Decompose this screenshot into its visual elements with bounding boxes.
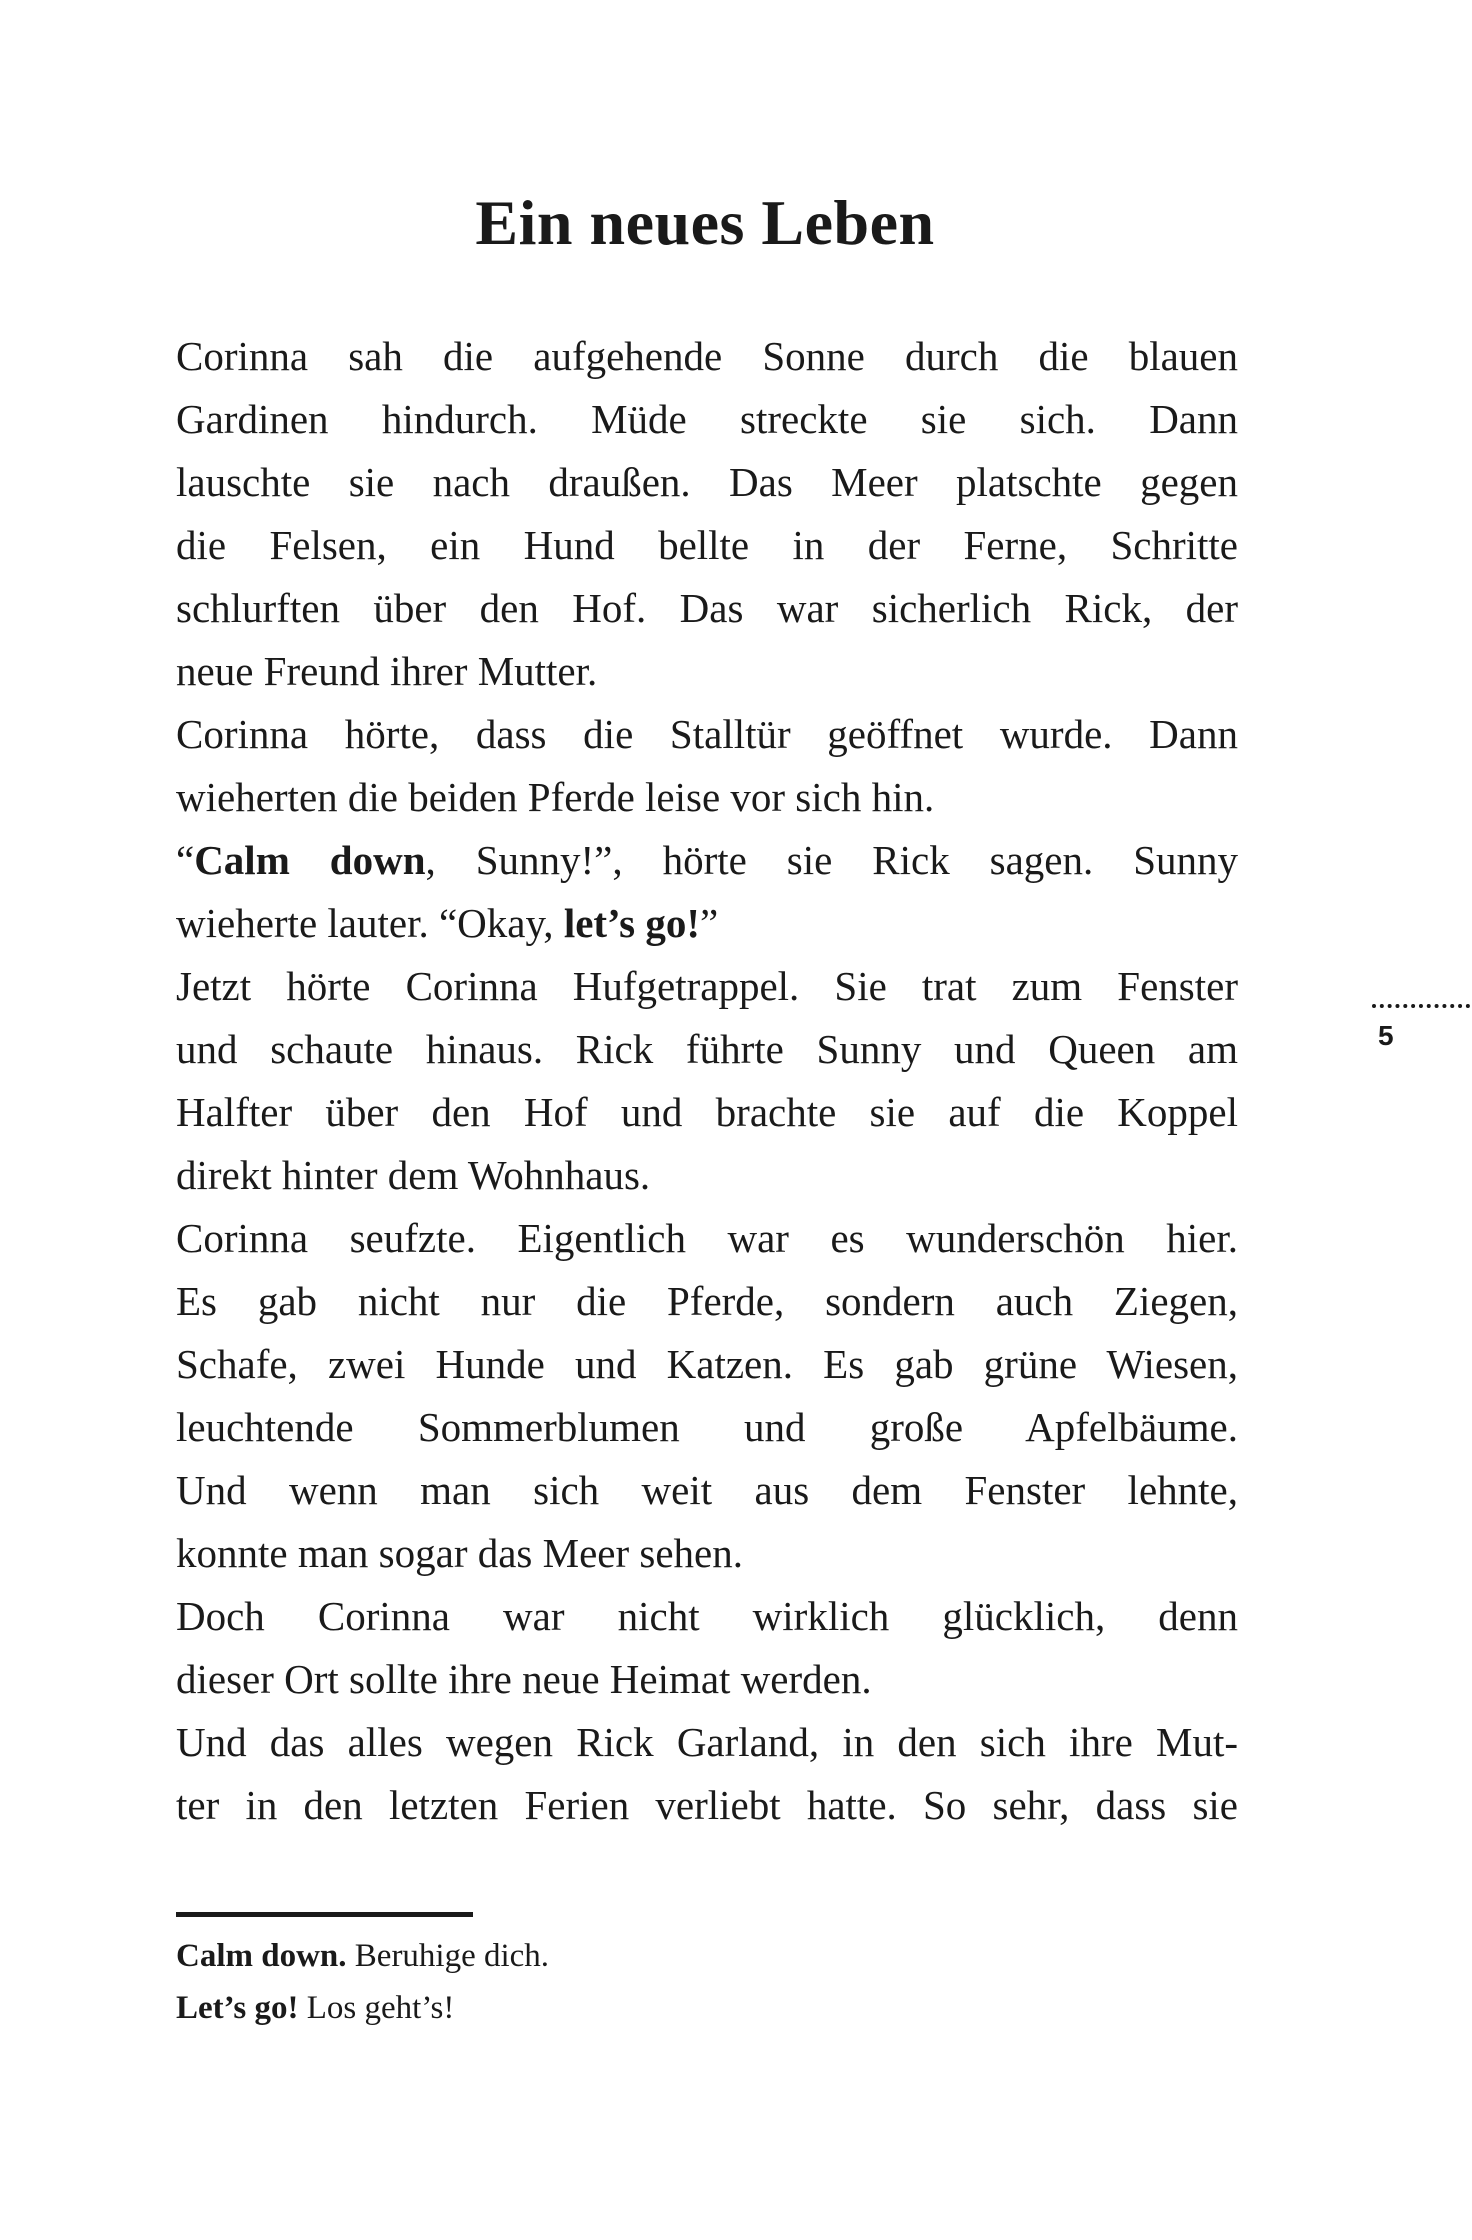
text-line [176, 1459, 1238, 1522]
text-line [176, 1396, 1238, 1459]
text-line [176, 325, 1238, 388]
text-segment: Jetzt hörte Corinna Hufgetrappel. Sie trat zum Fenster [176, 963, 1238, 1009]
footnote [176, 1930, 549, 1982]
text-segment: dieser Ort sollte ihre neue Heimat werden. [176, 1656, 872, 1702]
text-segment: Und wenn man sich weit aus dem Fenster lehnte, [176, 1467, 1238, 1513]
text-line [176, 640, 1238, 703]
text-segment: leuchtende Sommerblumen und große Apfelbäume. [176, 1404, 1238, 1450]
text-line [176, 703, 1238, 766]
page-number: 5 [1378, 1020, 1394, 1051]
text-segment: konnte man sogar das Meer sehen. [176, 1530, 743, 1576]
text-line [176, 514, 1238, 577]
text-segment: , Sunny!”, hörte sie Rick sagen. Sunny [425, 837, 1239, 883]
footnotes [176, 1930, 549, 2034]
text-segment: ” [700, 900, 719, 946]
footnote [176, 1982, 549, 2034]
text-line [176, 1270, 1238, 1333]
text-line [176, 1018, 1238, 1081]
text-segment: Und das alles wegen Rick Garland, in den sich ihre Mut- [176, 1719, 1238, 1765]
bold-phrase: let’s go! [563, 900, 701, 946]
footnote-term: Calm down. [176, 1938, 347, 1974]
text-line [176, 1081, 1238, 1144]
text-segment: direkt hinter dem Wohnhaus. [176, 1152, 651, 1198]
text-line [176, 829, 1238, 892]
text-line [176, 1648, 1238, 1711]
text-line [176, 577, 1238, 640]
text-segment: die Felsen, ein Hund bellte in der Ferne, Schritte [176, 522, 1238, 568]
text-line [176, 955, 1238, 1018]
text-line [176, 451, 1238, 514]
body-text [176, 325, 1238, 1837]
text-line [176, 1774, 1238, 1837]
text-line [176, 892, 1238, 955]
text-line [176, 1585, 1238, 1648]
text-segment: Corinna hörte, dass die Stalltür geöffnet wurde. Dann [176, 711, 1238, 757]
footnote-gloss: Beruhige dich. [354, 1938, 550, 1974]
text-segment: Es gab nicht nur die Pferde, sondern auch Ziegen, [176, 1278, 1238, 1324]
text-segment: Corinna sah die aufgehende Sonne durch die blauen [176, 333, 1238, 379]
text-segment: wieherte lauter. “Okay, [176, 900, 564, 946]
footnote-rule [176, 1912, 473, 1917]
text-segment: Halfter über den Hof und brachte sie auf die Koppel [176, 1089, 1238, 1135]
text-segment: Schafe, zwei Hunde und Katzen. Es gab grüne Wiesen, [176, 1341, 1238, 1387]
text-segment: “ [176, 837, 195, 883]
page-marker-dots [1372, 1004, 1470, 1008]
text-line [176, 1333, 1238, 1396]
footnote-term: Let’s go! [176, 1990, 299, 2026]
bold-phrase: Calm down [194, 837, 426, 883]
text-segment: und schaute hinaus. Rick führte Sunny und Queen am [176, 1026, 1238, 1072]
text-line [176, 1207, 1238, 1270]
text-segment: wieherten die beiden Pferde leise vor sich hin. [176, 774, 935, 820]
text-segment: Corinna seufzte. Eigentlich war es wunderschön hier. [176, 1215, 1238, 1261]
footnote-gloss: Los geht’s! [306, 1990, 455, 2026]
text-segment: lauschte sie nach draußen. Das Meer platschte gegen [176, 459, 1238, 505]
text-line [176, 1522, 1238, 1585]
text-line [176, 1144, 1238, 1207]
text-segment: ter in den letzten Ferien verliebt hatte. So sehr, dass sie [176, 1782, 1238, 1828]
text-segment: neue Freund ihrer Mutter. [176, 648, 598, 694]
chapter-title: Ein neues Leben [475, 187, 935, 258]
text-line [176, 388, 1238, 451]
text-line [176, 766, 1238, 829]
text-segment: schlurften über den Hof. Das war sicherlich Rick, der [176, 585, 1238, 631]
text-segment: Gardinen hindurch. Müde streckte sie sich. Dann [176, 396, 1238, 442]
text-segment: Doch Corinna war nicht wirklich glücklich, denn [176, 1593, 1238, 1639]
text-line [176, 1711, 1238, 1774]
